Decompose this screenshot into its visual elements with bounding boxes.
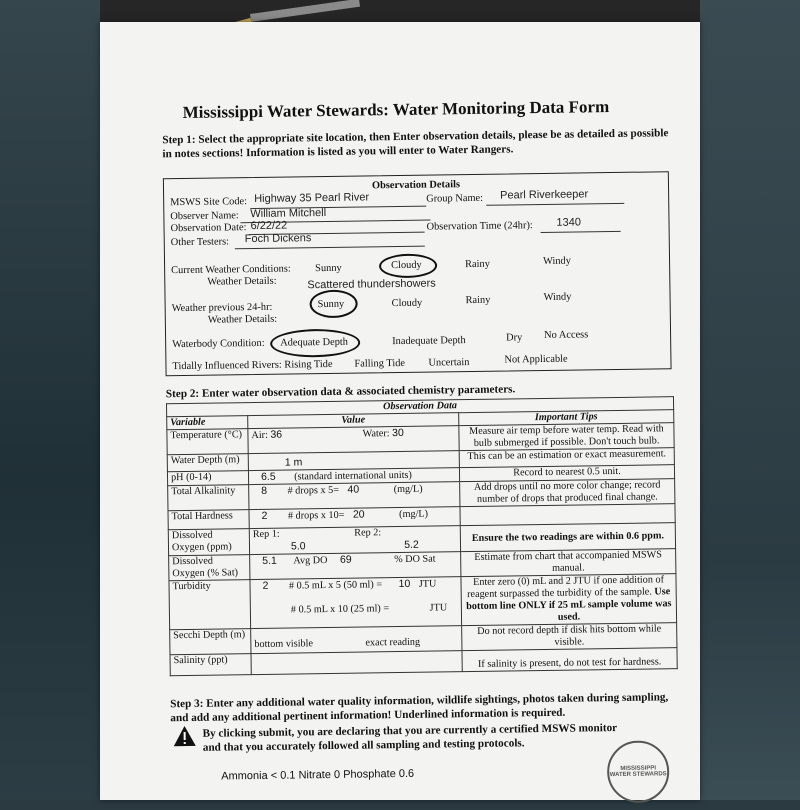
previous-sunny[interactable]: Sunny <box>317 298 345 311</box>
current-rainy[interactable]: Rainy <box>465 258 490 271</box>
current-details-value[interactable]: Scattered thundershowers <box>307 277 436 292</box>
other-testers-label: Other Testers: <box>170 236 230 249</box>
alkalinity-value[interactable]: 40 <box>347 483 360 496</box>
table-row: Dissolved Oxygen (ppm) Rep 1: Rep 2: 5.0 5.2 Ensure the two readings are within 0.6 ppm. <box>168 523 675 556</box>
previous-windy[interactable]: Windy <box>543 291 572 303</box>
previous-rainy[interactable]: Rainy <box>465 294 491 307</box>
time-label: Observation Time (24hr): <box>426 220 533 233</box>
group-value[interactable]: Pearl Riverkeeper <box>500 188 589 202</box>
current-windy[interactable]: Windy <box>542 255 572 267</box>
col-value: Value <box>248 413 459 429</box>
other-testers-value[interactable]: Foch Dickens <box>244 232 312 246</box>
do-rep1-value[interactable]: 5.0 <box>290 540 306 553</box>
step2-text: Step 2: Enter water observation data & associated chemistry parameters. <box>165 383 516 401</box>
previous-details-label: Weather Details: <box>207 313 278 326</box>
waterbody-dry[interactable]: Dry <box>506 332 523 344</box>
previous-cloudy[interactable]: Cloudy <box>391 297 423 310</box>
waterbody-adequate-circle <box>270 329 360 358</box>
waterbody-label: Waterbody Condition: <box>172 337 265 351</box>
background-left <box>0 0 100 800</box>
current-cloudy-circle <box>379 253 437 278</box>
time-value[interactable]: 1340 <box>556 216 582 229</box>
turbidity-count[interactable]: 2 <box>262 579 269 592</box>
tidal-uncertain[interactable]: Uncertain <box>428 357 470 369</box>
background-right <box>700 0 800 800</box>
table-row: Water Depth (m) 1 m This can be an estimation or exact measurement. <box>167 448 674 472</box>
msws-seal-logo: MISSISSIPPI WATER STEWARDS <box>607 740 670 803</box>
table-row: Salinity (ppt) If salinity is present, do not test for hardness. <box>170 648 677 676</box>
current-sunny[interactable]: Sunny <box>315 262 342 275</box>
form-title: Mississippi Water Stewards: Water Monitoring Data Form <box>182 97 610 123</box>
current-cloudy[interactable]: Cloudy <box>391 259 422 272</box>
current-details-label: Weather Details: <box>207 275 277 288</box>
observer-label: Observer Name: <box>170 210 239 223</box>
group-label: Group Name: <box>426 192 484 205</box>
table-row: Turbidity 2 # 0.5 mL x 5 (50 ml) = 10 JTU # 0.5 mL x 10 (25 ml) = JTU Enter zero (0) mL and 2 JTU if one addition of reagent surpassed the turbidity of the sample. Use bottom line ONLY if 25 mL sample volume was used. <box>169 574 677 630</box>
observation-data-table <box>166 396 678 676</box>
declaration-text: By clicking submit, you are declaring that you are currently a certified MSWS monitor and that you accurately followed all sampling and testing protocols. <box>202 722 617 754</box>
step1-text: Step 1: Select the appropriate site location, then Enter observation details, please be as detailed as possible in notes sections! Information is listed as you will enter to Water Rangers. <box>162 127 669 161</box>
previous-weather-label: Weather previous 24-hr: <box>171 301 273 315</box>
current-weather-label: Current Weather Conditions: <box>171 263 291 277</box>
obs-details-heading: Observation Details <box>371 179 461 192</box>
do-sat-value[interactable]: 69 <box>339 553 352 566</box>
do-avg-value[interactable]: 5.1 <box>262 554 277 567</box>
table-row: Total Hardness 2 # drops x 10= 20 (mg/L) <box>168 504 675 530</box>
water-temp-value[interactable]: 30 <box>392 426 404 440</box>
site-code-label: MSWS Site Code: <box>170 196 248 209</box>
turbidity-value[interactable]: 10 <box>398 577 411 591</box>
table-row: Temperature (°C) Air: 36 Water: 30 Measure air temp before water temp. Read with bulb submerged if possible. Don't touch bulb. <box>167 423 674 455</box>
observation-details-box <box>163 171 672 376</box>
site-code-value[interactable]: Highway 35 Pearl River <box>254 191 370 206</box>
warning-icon <box>172 725 196 747</box>
date-value[interactable]: 6/22/22 <box>250 219 288 233</box>
turbidity-tip-bold: Use bottom line ONLY if 25 mL sample volume was used. <box>466 586 672 623</box>
previous-sunny-circle <box>309 290 357 319</box>
table-row: Dissolved Oxygen (% Sat) 5.1 Avg DO 69 % DO Sat Estimate from chart that accompanied MSWS manual. <box>169 549 676 581</box>
secchi-bottom-visible[interactable]: bottom visible <box>254 638 314 651</box>
step3-text: Step 3: Enter any additional water quality information, wildlife sightings, photos taken during sampling, and add any additional pertinent information! Underlined information is required. <box>170 691 669 725</box>
alkalinity-drops[interactable]: 8 <box>261 484 268 497</box>
tidal-falling[interactable]: Falling Tide <box>354 357 406 370</box>
waterbody-adequate[interactable]: Adequate Depth <box>280 336 349 349</box>
waterbody-inadequate[interactable]: Inadequate Depth <box>392 335 466 348</box>
table-heading: Observation Data <box>167 397 674 417</box>
air-temp-value[interactable]: 36 <box>270 428 283 441</box>
secchi-exact-reading[interactable]: exact reading <box>365 636 421 649</box>
table-row: pH (0-14) 6.5 (standard international units) Record to nearest 0.5 unit. <box>167 465 674 486</box>
form-paper <box>100 22 700 800</box>
table-row: Total Alkalinity 8 # drops x 5= 40 (mg/L) Add drops until no more color change; record number of drops that produced final change. <box>168 479 675 511</box>
col-tips: Important Tips <box>459 410 674 426</box>
hardness-drops[interactable]: 2 <box>261 509 268 522</box>
tidal-not-applicable[interactable]: Not Applicable <box>504 353 568 366</box>
col-variable: Variable <box>167 416 248 430</box>
additional-notes[interactable]: Ammonia < 0.1 Nitrate 0 Phosphate 0.6 <box>221 767 415 783</box>
ph-value[interactable]: 6.5 <box>260 470 276 483</box>
do-rep2-value[interactable]: 5.2 <box>404 538 419 551</box>
tidal-label: Tidally Influenced Rivers: Rising Tide <box>172 358 333 373</box>
hardness-value[interactable]: 20 <box>352 508 365 521</box>
observer-value[interactable]: William Mitchell <box>250 207 327 221</box>
table-row: Secchi Depth (m) bottom visible exact reading Do not record depth if disk hits bottom while visible. <box>170 623 677 655</box>
waterbody-no-access[interactable]: No Access <box>544 329 589 341</box>
water-depth-value[interactable]: 1 m <box>284 456 303 469</box>
date-label: Observation Date: <box>170 222 247 235</box>
